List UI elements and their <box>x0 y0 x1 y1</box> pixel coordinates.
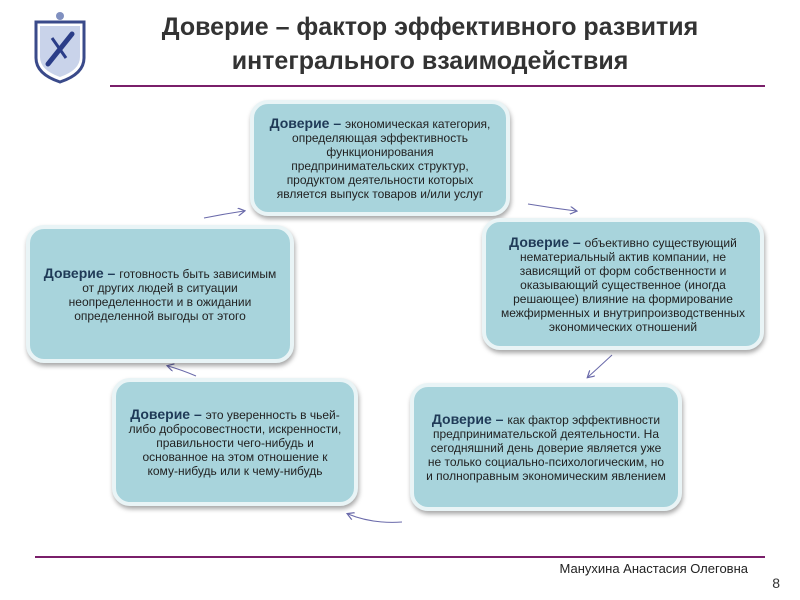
trust-definition-willingness <box>26 225 294 363</box>
trust-definition-economic-category <box>250 100 510 216</box>
node-text: это уверенность в чьей-либо добросовестности, искренности, правильности чего-нибудь и основанное на этом отношение к кому-нибудь или к чему-нибудь <box>128 407 342 478</box>
trust-definition-intangible-asset <box>482 218 764 350</box>
bottom-divider <box>35 556 765 558</box>
arrow-5-to-1 <box>204 211 244 218</box>
node-term: Доверие – <box>43 264 120 281</box>
arrow-2-to-3 <box>588 355 612 377</box>
page-number: 8 <box>772 575 780 591</box>
title-line-2: интегрального взаимодействия <box>231 47 629 75</box>
title-line-1: Доверие – фактор эффективного развития <box>161 13 699 41</box>
trust-definition-confidence <box>112 378 358 506</box>
node-text: объективно существующий нематериальный актив компании, не зависящий от форм собственности и оказывающий существенное (иногда решающее) влияние на формирование межфирменных и внутрипроизводственных экономических отношений <box>500 235 746 334</box>
node-text: как фактор эффективности предпринимательской деятельности. На сегодняшний день доверие является уже не только социально-психологическим, но и полноправным экономическим явлением <box>426 412 666 483</box>
node-text: готовность быть зависимым от других людей в ситуации неопределенности и в ожидании определенной выгоды от этого <box>68 266 277 323</box>
node-text: экономическая категория, определяющая эффективность функционирования предпринимательских структур, продуктом деятельности которых является выпуск товаров и/или услуг <box>276 116 491 201</box>
trust-definition-efficiency-factor <box>410 383 682 511</box>
arrow-1-to-2 <box>528 204 576 211</box>
node-term: Доверие – <box>431 410 508 427</box>
arrow-3-to-4 <box>348 514 402 522</box>
node-term: Доверие – <box>130 405 206 422</box>
node-term: Доверие – <box>269 114 346 131</box>
node-term: Доверие – <box>509 233 585 250</box>
arrow-4-to-5 <box>168 366 196 376</box>
author-name: Манухина Анастасия Олеговна <box>559 561 748 576</box>
